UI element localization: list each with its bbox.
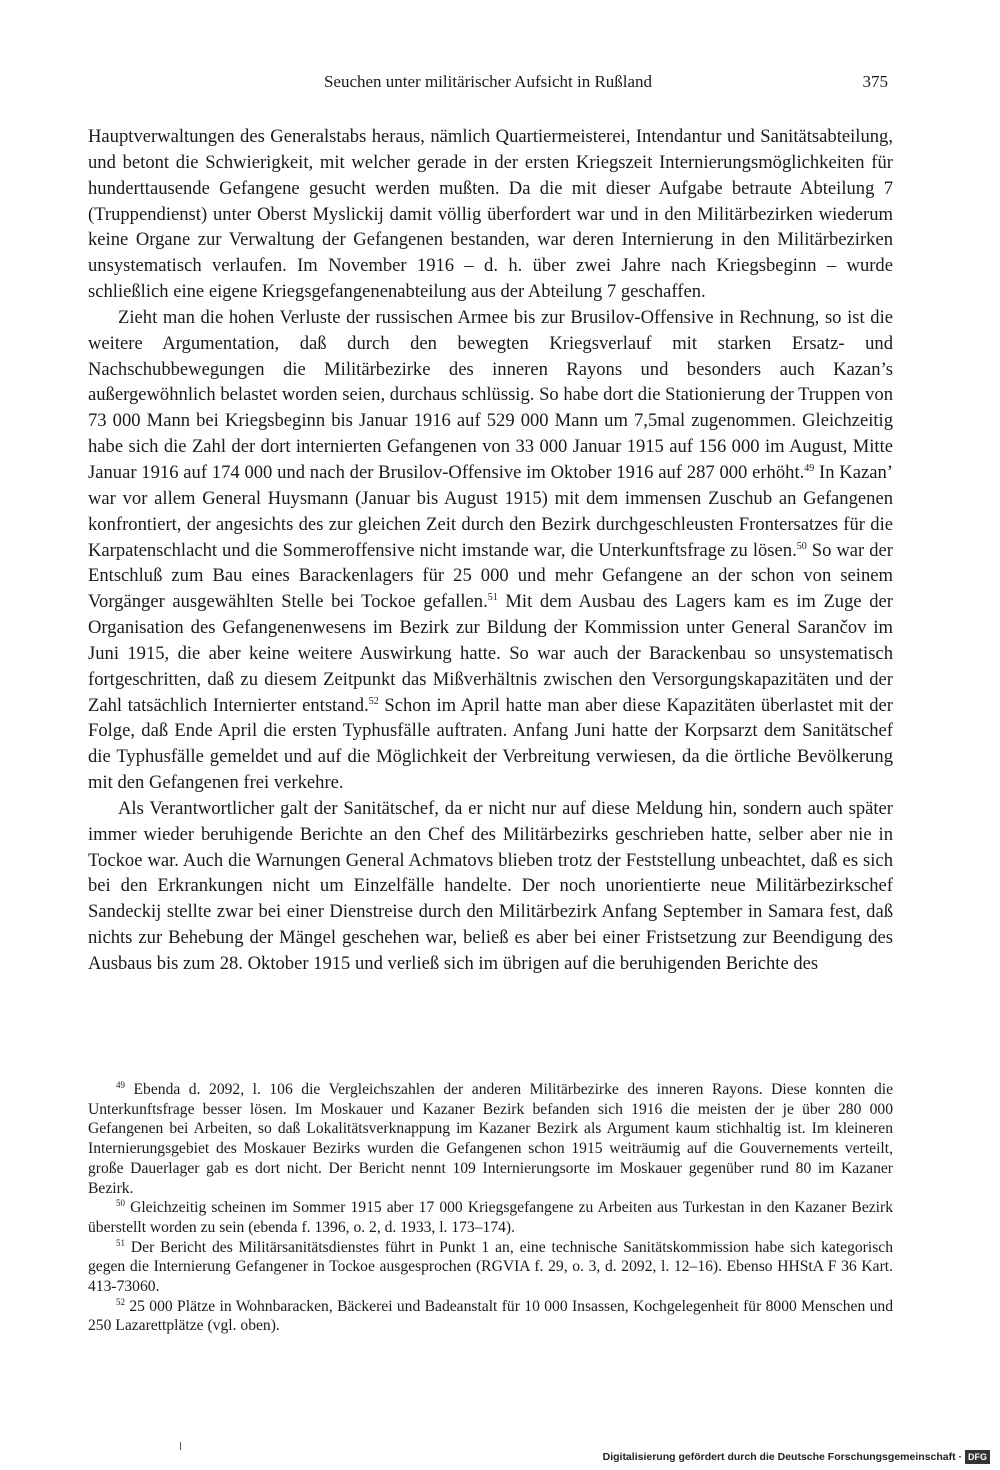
footnote-number: 49 <box>116 1080 125 1090</box>
dfg-logo-icon: DFG <box>965 1450 990 1464</box>
footnote-text: Gleichzeitig scheinen im Sommer 1915 aber 17 000 Kriegsgefangene zu Arbeiten aus Turkestan in den Kazaner Bezirk überstellt worden zu sein (ebenda f. 1396, o. 2, d. 1933, l. 173–174). <box>88 1199 893 1236</box>
footnote-ref-50: 50 <box>796 540 807 552</box>
paragraph-2-part-e: Schon im April hatte man aber diese Kapazitäten überlastet mit der Folge, daß Ende April die ersten Typhusfälle auftraten. Anfang Juni hatte der Korpsarzt dem Sanitätschef die Typhusfälle gemeldet und auf die Möglichkeit der Verbreitung verwiesen, da die örtliche Bevölkerung mit den Gefangenen frei verkehre. <box>88 694 893 794</box>
paragraph-2-part-d: Mit dem Ausbau des Lagers kam es im Zuge der Organisation des Gefangenenwesens im Bezirk zur Bildung der Kommission unter General Sarančov im Juni 1915, die aber keine weitere Auswirkung hatte. So war auch der Barackenbau so unsystematisch fortgeschritten, daß zu diesem Zeitpunkt das Mißverhältnis zwischen den Versorgungskapazitäten und der Zahl tatsächlich Internierter entstand. <box>88 591 893 716</box>
paragraph-2-part-a: Zieht man die hohen Verluste der russischen Armee bis zur Brusilov-Offensive in Rechnung, so ist die weitere Argumentation, daß durch den bewegten Kriegsverlauf mit starken Ersatz- und Nachschubbewegungen die Militärbezirke des inneren Rayons und besonders auch Kazan’s außergewöhnlich belastet worden seien, durchaus schlüssig. So habe dort die Stationierung der Truppen von 73 000 Mann bei Kriegsbeginn bis Januar 1916 auf 529 000 Mann um 7,5mal zugenommen. Gleichzeitig habe sich die Zahl der dort internierten Gefangenen von 33 000 Januar 1915 auf 156 000 im August, Mitte Januar 1916 auf 174 000 und nach der Brusilov-Offensive im Oktober 1916 auf 287 000 erhöht. <box>88 306 893 483</box>
scan-mark <box>180 1442 181 1450</box>
footnote-number: 50 <box>116 1198 125 1209</box>
running-header <box>88 72 888 98</box>
paragraph-2 <box>88 305 893 796</box>
footnote-number: 52 <box>116 1296 125 1307</box>
footnote-text: Der Bericht des Militärsanitätsdienstes führt in Punkt 1 an, eine technische Sanitätskommission habe sich kategorisch gegen die Internierung Gefangener in Tockoe ausgesprochen (RGVIA f. 29, o. 3, d. 2092, l. 12–16). Ebenso HHStA F 36 Kart. 413-73060. <box>88 1238 893 1296</box>
running-title: Seuchen unter militärischer Aufsicht in Rußland <box>323 72 653 91</box>
footnote-text: 25 000 Plätze in Wohnbaracken, Bäckerei und Badeanstalt für 10 000 Insassen, Kochgelegenheit für 8000 Menschen und 250 Lazarettplätze (vgl. oben). <box>88 1297 893 1335</box>
footnote-49 <box>88 1080 893 1198</box>
digitization-credit <box>603 1450 990 1464</box>
footnote-50 <box>88 1198 893 1237</box>
footnote-number: 51 <box>116 1237 125 1248</box>
paragraph-3: Als Verantwortlicher galt der Sanitätschef, da er nicht nur auf diese Meldung hin, sondern auch später immer wieder beruhigende Berichte an den Chef des Militärbezirks geschrieben hatte, selber aber nie in Tockoe war. Auch die Warnungen General Achmatovs blieben trotz der Feststellung unbeachtet, daß es sich bei den Erkrankungen nicht um Einzelfälle handelte. Der noch unorientierte neue Militärbezirkschef Sandeckij stellte zwar bei einer Dienstreise durch den Militärbezirk Anfang September in Samara fest, daß nichts zur Behebung der Mängel geschehen war, beließ es aber bei einer Fristsetzung zur Beendigung des Ausbaus bis zum 28. Oktober 1915 und verließ sich im übrigen auf die beruhigenden Berichte des <box>88 797 893 974</box>
footnote-ref-51: 51 <box>487 592 498 604</box>
page-number: 375 <box>862 72 888 91</box>
footnote-52 <box>88 1297 893 1336</box>
footnotes <box>88 1080 893 1336</box>
footnote-51 <box>88 1238 893 1297</box>
paragraph-2-part-c: So war der Entschluß zum Bau eines Barackenlagers für 25 000 und mehr Gefangene an der schon von seinem Vorgänger ausgewählten Stelle bei Tockoe gefallen. <box>88 539 893 613</box>
main-text <box>88 124 893 977</box>
footnote-ref-49: 49 <box>804 462 815 474</box>
footnote-ref-52: 52 <box>368 695 379 707</box>
credit-text: Digitalisierung gefördert durch die Deutsche Forschungsgemeinschaft · <box>602 1451 962 1463</box>
footnote-text: Ebenda d. 2092, l. 106 die Vergleichszahlen der anderen Militärbezirke des inneren Rayons. Diese konnten die Unterkunftsfrage besser lösen. Im Moskauer und Kazaner Bezirk befanden sich 1916 die meisten der je über 280 000 Gefangenen bei Arbeiten, so daß Lokalitätsverknappung im Kazaner Bezirk als Argument kaum stichhaltig ist. Im kleineren Internierungsgebiet des Moskauer Bezirks wurden die Gefangenen schon 1915 weiträumig auf die Gouvernements verteilt, große Dauerlager gab es dort nicht. Der Bericht nennt 109 Internierungsorte im Moskauer gegenüber rund 80 im Kazaner Bezirk. <box>88 1081 893 1197</box>
paragraph-2-part-b: In Kazan’ war vor allem General Huysmann (Januar bis August 1915) mit dem immensen Zuschub an Gefangenen konfrontiert, der angesichts des zur gleichen Zeit durch den Bezirk durchgeschleusten Frontersatzes für die Karpatenschlacht und die Sommeroffensive nicht imstande war, die Unterkunftsfrage zu lösen. <box>88 461 893 561</box>
paragraph-1: Hauptverwaltungen des Generalstabs heraus, nämlich Quartiermeisterei, Intendantur und Sanitätsabteilung, und betont die Schwierigkeit, mit welcher gerade in der ersten Kriegszeit Internierungsmöglichkeiten für hunderttausende Gefangene gesucht werden mußten. Da die mit dieser Aufgabe betraute Abteilung 7 (Truppendienst) unter Oberst Myslickij damit völlig überfordert war und in den Militärbezirken wiederum keine Organe zur Verwaltung der Gefangenen bestanden, war deren Internierung in den Militärbezirken unsystematisch verlaufen. Im November 1916 – d. h. über zwei Jahre nach Kriegsbeginn – wurde schließlich eine eigene Kriegsgefangenenabteilung aus der Abteilung 7 geschaffen. <box>88 126 893 303</box>
